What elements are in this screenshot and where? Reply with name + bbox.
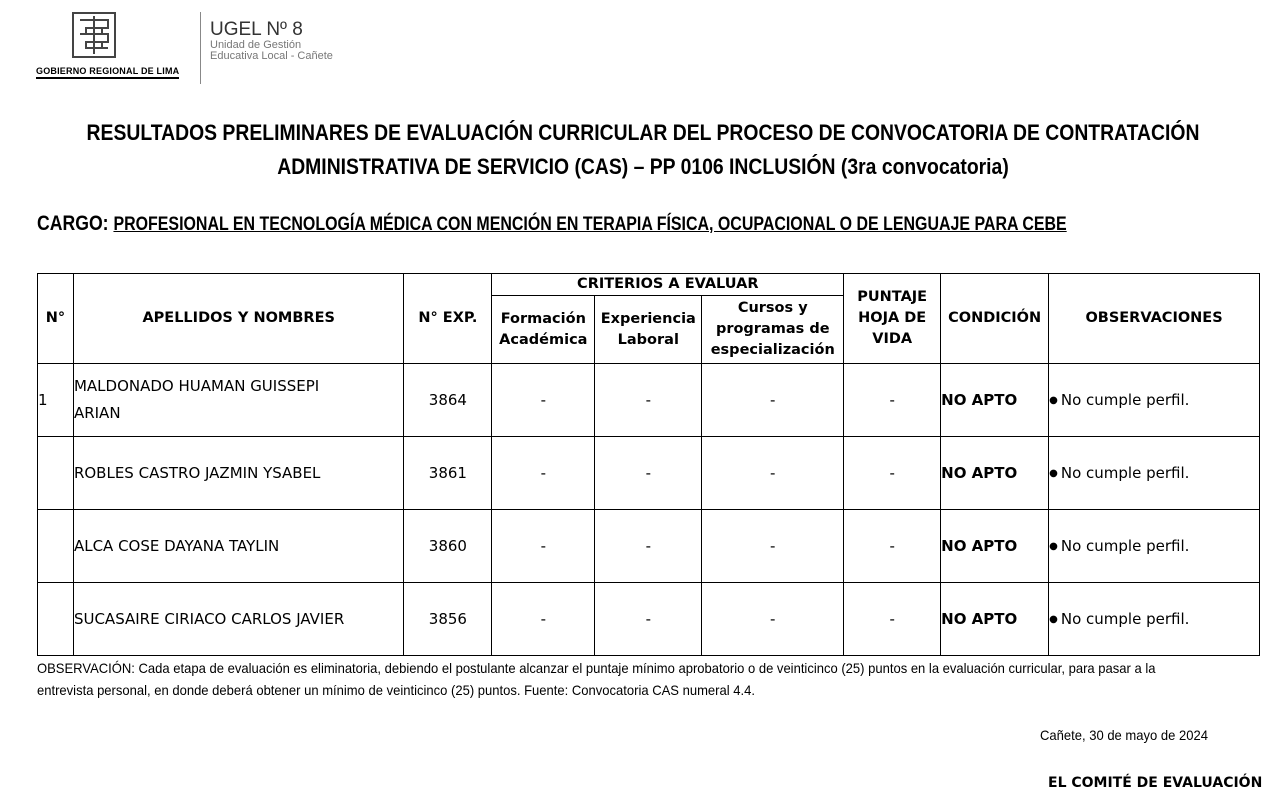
row-name-line2: ARIAN xyxy=(73,404,121,422)
bullet-icon: ● xyxy=(1049,395,1058,406)
header-experiencia xyxy=(595,296,702,364)
bullet-icon: ● xyxy=(1049,614,1058,625)
results-table xyxy=(37,273,1260,656)
ugel-title: UGEL Nº 8 xyxy=(210,19,303,40)
header-cursos-line2: programas de xyxy=(715,321,830,337)
row-name xyxy=(73,510,403,583)
header-puntaje-line2: HOJA DE xyxy=(858,310,927,326)
header-experiencia-line2: Laboral xyxy=(617,331,679,348)
title-line-2-main: ADMINISTRATIVA DE SERVICIO (CAS) – PP 0106 INCLUSIÓN xyxy=(277,154,836,179)
row-experiencia: - xyxy=(595,364,702,437)
table-row xyxy=(38,510,1260,583)
header-divider xyxy=(200,12,201,84)
row-experiencia: - xyxy=(595,437,702,510)
cargo-label: CARGO: xyxy=(37,212,109,235)
row-num xyxy=(38,510,74,583)
row-experiencia: - xyxy=(595,510,702,583)
row-puntaje: - xyxy=(844,583,941,656)
row-exp: 3861 xyxy=(404,437,492,510)
title-line-2 xyxy=(77,150,1209,184)
row-observacion-text: No cumple perfil. xyxy=(1060,537,1190,555)
row-num: 1 xyxy=(38,364,74,437)
row-puntaje: - xyxy=(844,364,941,437)
header-puntaje-line1: PUNTAJE xyxy=(857,289,928,305)
row-name-line1: MALDONADO HUAMAN GUISSEPI xyxy=(73,377,320,395)
title-line-1: RESULTADOS PRELIMINARES DE EVALUACIÓN CURRICULAR DEL PROCESO DE CONVOCATORIA DE CONTRATACIÓN xyxy=(86,120,1200,145)
committee-signature: EL COMITÉ DE EVALUACIÓN xyxy=(1048,775,1263,791)
document-date: Cañete, 30 de mayo de 2024 xyxy=(1040,727,1208,743)
row-name-line1: ALCA COSE DAYANA TAYLIN xyxy=(73,536,280,555)
row-exp: 3864 xyxy=(404,364,492,437)
header-experiencia-line1: Experiencia xyxy=(600,310,696,327)
header-observaciones: OBSERVACIONES xyxy=(1049,274,1260,364)
header-cursos xyxy=(702,296,844,364)
ugel-subtitle-line1: Unidad de Gestión xyxy=(210,38,302,51)
row-observacion xyxy=(1049,510,1260,583)
row-observacion xyxy=(1049,437,1260,510)
header-formacion-line1: Formación xyxy=(500,310,586,327)
table-row xyxy=(38,364,1260,437)
row-puntaje: - xyxy=(844,510,941,583)
logo-caption: GOBIERNO REGIONAL DE LIMA xyxy=(36,66,179,79)
row-formacion: - xyxy=(492,583,595,656)
row-observacion-text: No cumple perfil. xyxy=(1060,464,1190,482)
regional-government-logo xyxy=(36,10,196,85)
row-name-line1: SUCASAIRE CIRIACO CARLOS JAVIER xyxy=(73,609,345,628)
header-formacion xyxy=(492,296,595,364)
row-condicion: NO APTO xyxy=(941,437,1049,510)
table-row xyxy=(38,583,1260,656)
row-name xyxy=(73,437,403,510)
row-formacion: - xyxy=(492,510,595,583)
row-observacion xyxy=(1049,583,1260,656)
table-row xyxy=(38,437,1260,510)
header-cursos-line3: especialización xyxy=(710,342,835,358)
header-cursos-line1: Cursos y xyxy=(737,300,808,316)
row-condicion: NO APTO xyxy=(941,583,1049,656)
header-condicion: CONDICIÓN xyxy=(941,274,1049,364)
ugel-subtitle-line2: Educativa Local - Cañete xyxy=(210,50,333,63)
row-cursos: - xyxy=(702,583,844,656)
bullet-icon: ● xyxy=(1049,468,1058,479)
row-exp: 3856 xyxy=(404,583,492,656)
row-name xyxy=(73,583,403,656)
row-cursos: - xyxy=(702,510,844,583)
row-observacion xyxy=(1049,364,1260,437)
regional-emblem-icon xyxy=(72,12,116,58)
row-condicion: NO APTO xyxy=(941,510,1049,583)
row-cursos: - xyxy=(702,364,844,437)
row-puntaje: - xyxy=(844,437,941,510)
title-line-2-suffix: (3ra convocatoria) xyxy=(840,154,1009,179)
row-formacion: - xyxy=(492,364,595,437)
header-puntaje-line3: VIDA xyxy=(872,331,913,347)
header-num: N° xyxy=(38,274,74,364)
header-exp: N° EXP. xyxy=(404,274,492,364)
header-criteria: CRITERIOS A EVALUAR xyxy=(492,274,844,296)
header-puntaje xyxy=(844,274,941,364)
row-num xyxy=(38,437,74,510)
row-name xyxy=(73,364,403,437)
row-observacion-text: No cumple perfil. xyxy=(1060,391,1190,409)
row-exp: 3860 xyxy=(404,510,492,583)
row-name-line1: ROBLES CASTRO JAZMIN YSABEL xyxy=(73,463,321,482)
document-title xyxy=(77,116,1209,184)
header-name: APELLIDOS Y NOMBRES xyxy=(73,274,403,364)
row-observacion-text: No cumple perfil. xyxy=(1060,610,1190,628)
row-formacion: - xyxy=(492,437,595,510)
observation-note: OBSERVACIÓN: Cada etapa de evaluación es eliminatoria, debiendo el postulante alcanzar el puntaje mínimo aprobatorio o de veinticinco (25) puntos en la evaluación curricular, para pasar a la entrevista personal, en donde deberá obtener un mínimo de veinticinco (25) puntos. Fuente: Convocatoria CAS numeral 4.4. xyxy=(37,660,1156,698)
row-condicion: NO APTO xyxy=(941,364,1049,437)
cargo-value: PROFESIONAL EN TECNOLOGÍA MÉDICA CON MENCIÓN EN TERAPIA FÍSICA, OCUPACIONAL O DE LENGUAJE PARA CEBE xyxy=(113,214,1067,235)
bullet-icon: ● xyxy=(1049,541,1058,552)
header-formacion-line2: Académica xyxy=(499,331,588,348)
ugel-logo xyxy=(210,20,333,63)
row-experiencia: - xyxy=(595,583,702,656)
row-num xyxy=(38,583,74,656)
position-heading xyxy=(37,212,1067,236)
row-cursos: - xyxy=(702,437,844,510)
